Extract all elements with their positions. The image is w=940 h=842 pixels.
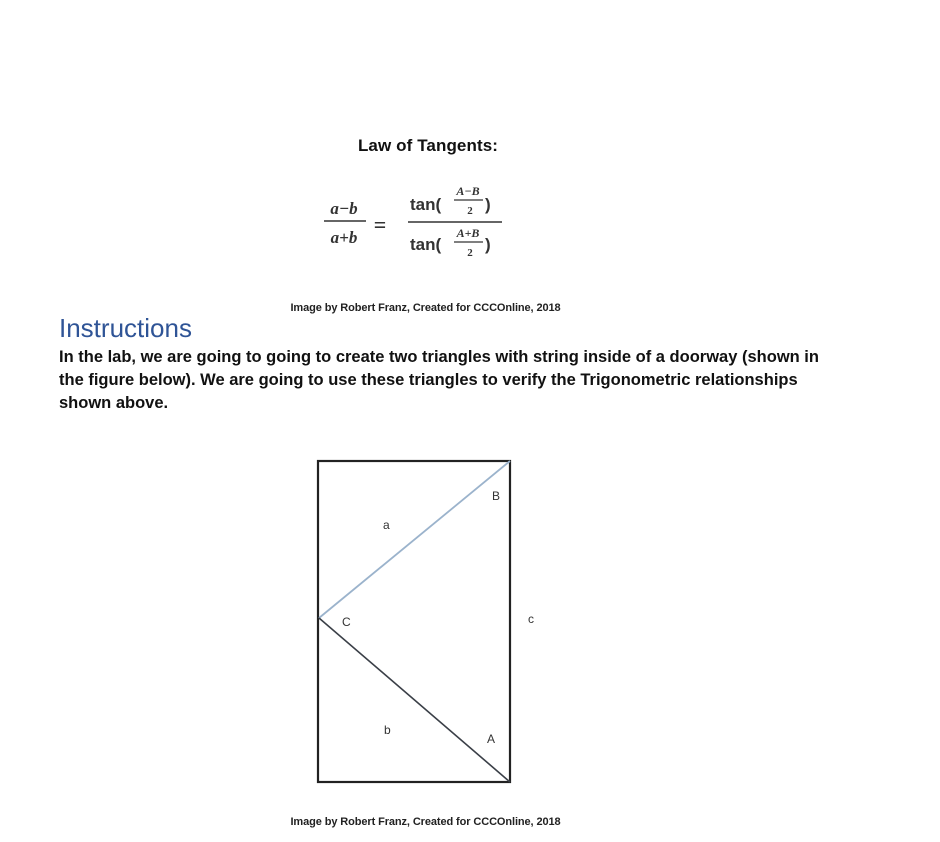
formula-image-caption: Image by Robert Franz, Created for CCCOnline, 2018 <box>290 302 561 314</box>
rhs-numerator-frac-top: A−B <box>456 184 480 198</box>
rhs-denominator-frac-top: A+B <box>456 226 480 240</box>
instructions-heading: Instructions <box>59 313 192 343</box>
label-side-c: c <box>528 612 534 626</box>
instructions-paragraph: In the lab, we are going to going to create two triangles with string inside of a doorway (shown in the figure below). We are going to use these triangles to verify the Trigonometric relationships shown above. <box>59 348 819 412</box>
label-vertex-B: B <box>492 489 501 503</box>
diagram-image-caption: Image by Robert Franz, Created for CCCOnline, 2018 <box>290 816 561 828</box>
string-side-b <box>319 618 510 782</box>
rhs-numerator-tan: tan( <box>410 195 442 214</box>
rhs-denominator-close: ) <box>485 235 491 254</box>
doorway-triangle-diagram <box>312 455 547 790</box>
lhs-denominator: a+b <box>330 228 358 247</box>
rhs-denominator-frac-bottom: 2 <box>467 247 473 259</box>
rhs-numerator-frac-bottom: 2 <box>467 205 473 217</box>
law-of-tangents-title: Law of Tangents: <box>357 136 499 155</box>
label-vertex-A: A <box>487 732 496 746</box>
equals-sign: = <box>373 212 387 237</box>
label-vertex-C: C <box>342 615 351 629</box>
string-side-a <box>319 461 510 618</box>
label-side-b: b <box>384 723 391 737</box>
lhs-numerator: a−b <box>330 199 358 218</box>
rhs-numerator-close: ) <box>485 195 491 214</box>
label-side-a: a <box>383 518 390 532</box>
law-of-tangents-formula <box>318 180 518 260</box>
rhs-denominator-tan: tan( <box>410 235 442 254</box>
